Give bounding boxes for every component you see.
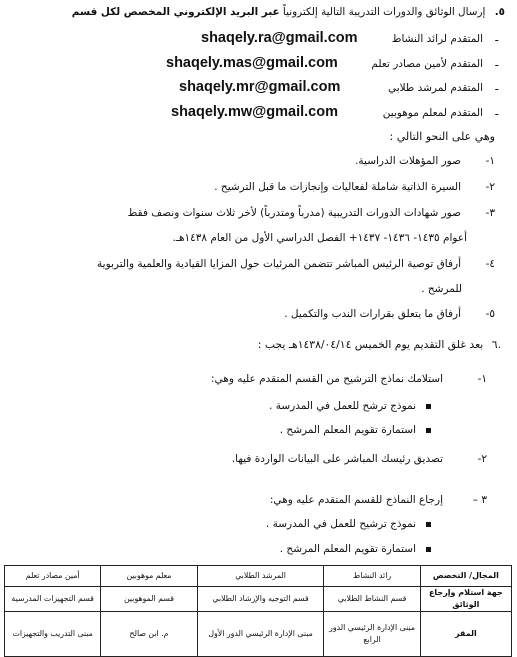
square-bullet-icon	[426, 522, 431, 527]
table-cell: قسم التجهيزات المدرسية	[5, 587, 101, 612]
table-row	[5, 587, 512, 612]
section-5-text: إرسال الوثائق والدورات التدريبة التالية إلكترونياً	[282, 6, 486, 18]
bullet-text: استمارة تقويم المعلم المرشح .	[279, 543, 416, 555]
step-text: تصديق رئيسك المباشر على البيانات الواردة فيها.	[231, 453, 443, 465]
document-item-continuation	[8, 283, 462, 295]
table-row-header: المقر	[420, 612, 511, 657]
item-text: صور المؤهلات الدراسية.	[355, 155, 461, 167]
step-item	[270, 494, 487, 506]
table-cell: رائد النشاط	[324, 566, 420, 587]
table-cell: م. ابن صالح	[101, 612, 197, 657]
table-row	[5, 566, 512, 587]
table-row	[5, 612, 512, 657]
step-number: ٢-	[477, 453, 487, 465]
table-cell: قسم الموهوبين	[101, 587, 197, 612]
applicant-role: المتقدم لأمين مصادر تعلم	[371, 58, 483, 70]
item-number: ٢-	[485, 181, 495, 193]
applicant-email[interactable]: shaqely.mw@gmail.com	[171, 104, 338, 120]
applicant-email[interactable]: shaqely.mas@gmail.com	[166, 55, 338, 71]
bullet-item	[280, 543, 431, 555]
applicant-row	[8, 30, 499, 52]
step-number: ١-	[477, 373, 487, 385]
applicant-row	[8, 104, 499, 126]
table-cell: مبنى التدريب والتجهيزات	[5, 612, 101, 657]
section-5-number: ٥.	[494, 6, 505, 18]
table-row-header: المجال/ التخصص	[420, 566, 511, 587]
section-5-bold-text: عبر البريد الإلكتروني المخصص لكل قسم	[71, 6, 280, 18]
table-row-header: جهة استلام وإرجاع الوثائق	[420, 587, 511, 612]
section-6-heading	[8, 338, 501, 351]
list-dash: -	[494, 58, 499, 72]
documents-intro: وهي على النحو التالي :	[389, 130, 495, 143]
section-5-heading	[8, 6, 505, 18]
document-item	[8, 207, 495, 219]
item-number: ٥-	[485, 308, 495, 320]
document-item	[8, 258, 495, 270]
list-dash: -	[494, 107, 499, 121]
bullet-text: نموذج ترشح للعمل في المدرسة .	[269, 400, 416, 412]
list-dash: -	[494, 82, 499, 96]
table-cell: مبنى الإدارة الرئيسي الدور الأول	[197, 612, 324, 657]
item-text: صور شهادات الدورات التدريبية (مدرباً ومتدرباً) لأخر ثلاث سنوات ونصف فقط	[127, 207, 461, 219]
table-cell: قسم النشاط الطلابي	[324, 587, 420, 612]
bullet-item	[269, 400, 431, 412]
item-number: ١-	[485, 155, 495, 167]
bullet-item	[280, 424, 431, 436]
step-text: إرجاع النماذج للقسم المتقدم عليه وهي:	[269, 494, 443, 506]
applicant-email[interactable]: shaqely.ra@gmail.com	[201, 30, 358, 46]
table-cell: أمين مصادر تعلم	[5, 566, 101, 587]
item-text: السيرة الذاتية شاملة لفعاليات وإنجازات ما قبل الترشيح .	[214, 181, 461, 193]
step-text: استلامك نماذج الترشيح من القسم المتقدم عليه وهي:	[211, 373, 443, 385]
item-number: ٣-	[485, 207, 495, 219]
table-cell: قسم التوجيه والإرشاد الطلابي	[197, 587, 324, 612]
applicant-email[interactable]: shaqely.mr@gmail.com	[179, 79, 341, 95]
applicant-row	[8, 79, 499, 101]
document-item	[8, 308, 495, 320]
square-bullet-icon	[426, 547, 431, 552]
applicant-row	[8, 55, 499, 77]
document-item	[8, 181, 495, 193]
step-item	[211, 373, 487, 385]
applicant-role: المتقدم لمرشد طلابي	[387, 82, 483, 94]
square-bullet-icon	[426, 428, 431, 433]
applicant-role: المتقدم لرائد النشاط	[391, 33, 483, 45]
bullet-text: استمارة تقويم المعلم المرشح .	[279, 424, 416, 436]
section-6-text: بعد غلق التقديم يوم الخميس ١٤٣٨/٠٤/١٤هـ يجب :	[257, 338, 484, 351]
section-6-number: .٦	[491, 338, 501, 351]
step-number: ٣ –	[472, 494, 487, 506]
assignment-table	[4, 565, 512, 657]
item-text: للمرشح .	[421, 283, 462, 295]
table-cell: مبنى الإدارة الرئيسي الدور الرابع	[324, 612, 420, 657]
bullet-item	[266, 518, 431, 530]
step-item	[232, 453, 487, 465]
item-number: ٤-	[485, 258, 495, 270]
table-cell: معلم موهوبين	[101, 566, 197, 587]
item-text: أعوام ١٤٣٥- ١٤٣٦- ١٤٣٧+ الفصل الدراسي الأول من العام ١٤٣٨هـ.	[172, 232, 467, 244]
document-item-continuation	[8, 232, 467, 244]
table-cell: المرشد الطلابي	[197, 566, 324, 587]
bullet-text: نموذج ترشيح للعمل في المدرسة .	[265, 518, 416, 530]
applicant-role: المتقدم لمعلم موهوبين	[382, 107, 483, 119]
document-item	[8, 155, 495, 167]
square-bullet-icon	[426, 404, 431, 409]
list-dash: -	[494, 33, 499, 47]
item-text: أرفاق توصية الرئيس المباشر تتضمن المرئيات حول المزايا القيادية والعلمية والتربوية	[97, 258, 461, 270]
item-text: أرفاق ما يتعلق بقرارات الندب والتكميل .	[284, 308, 461, 320]
